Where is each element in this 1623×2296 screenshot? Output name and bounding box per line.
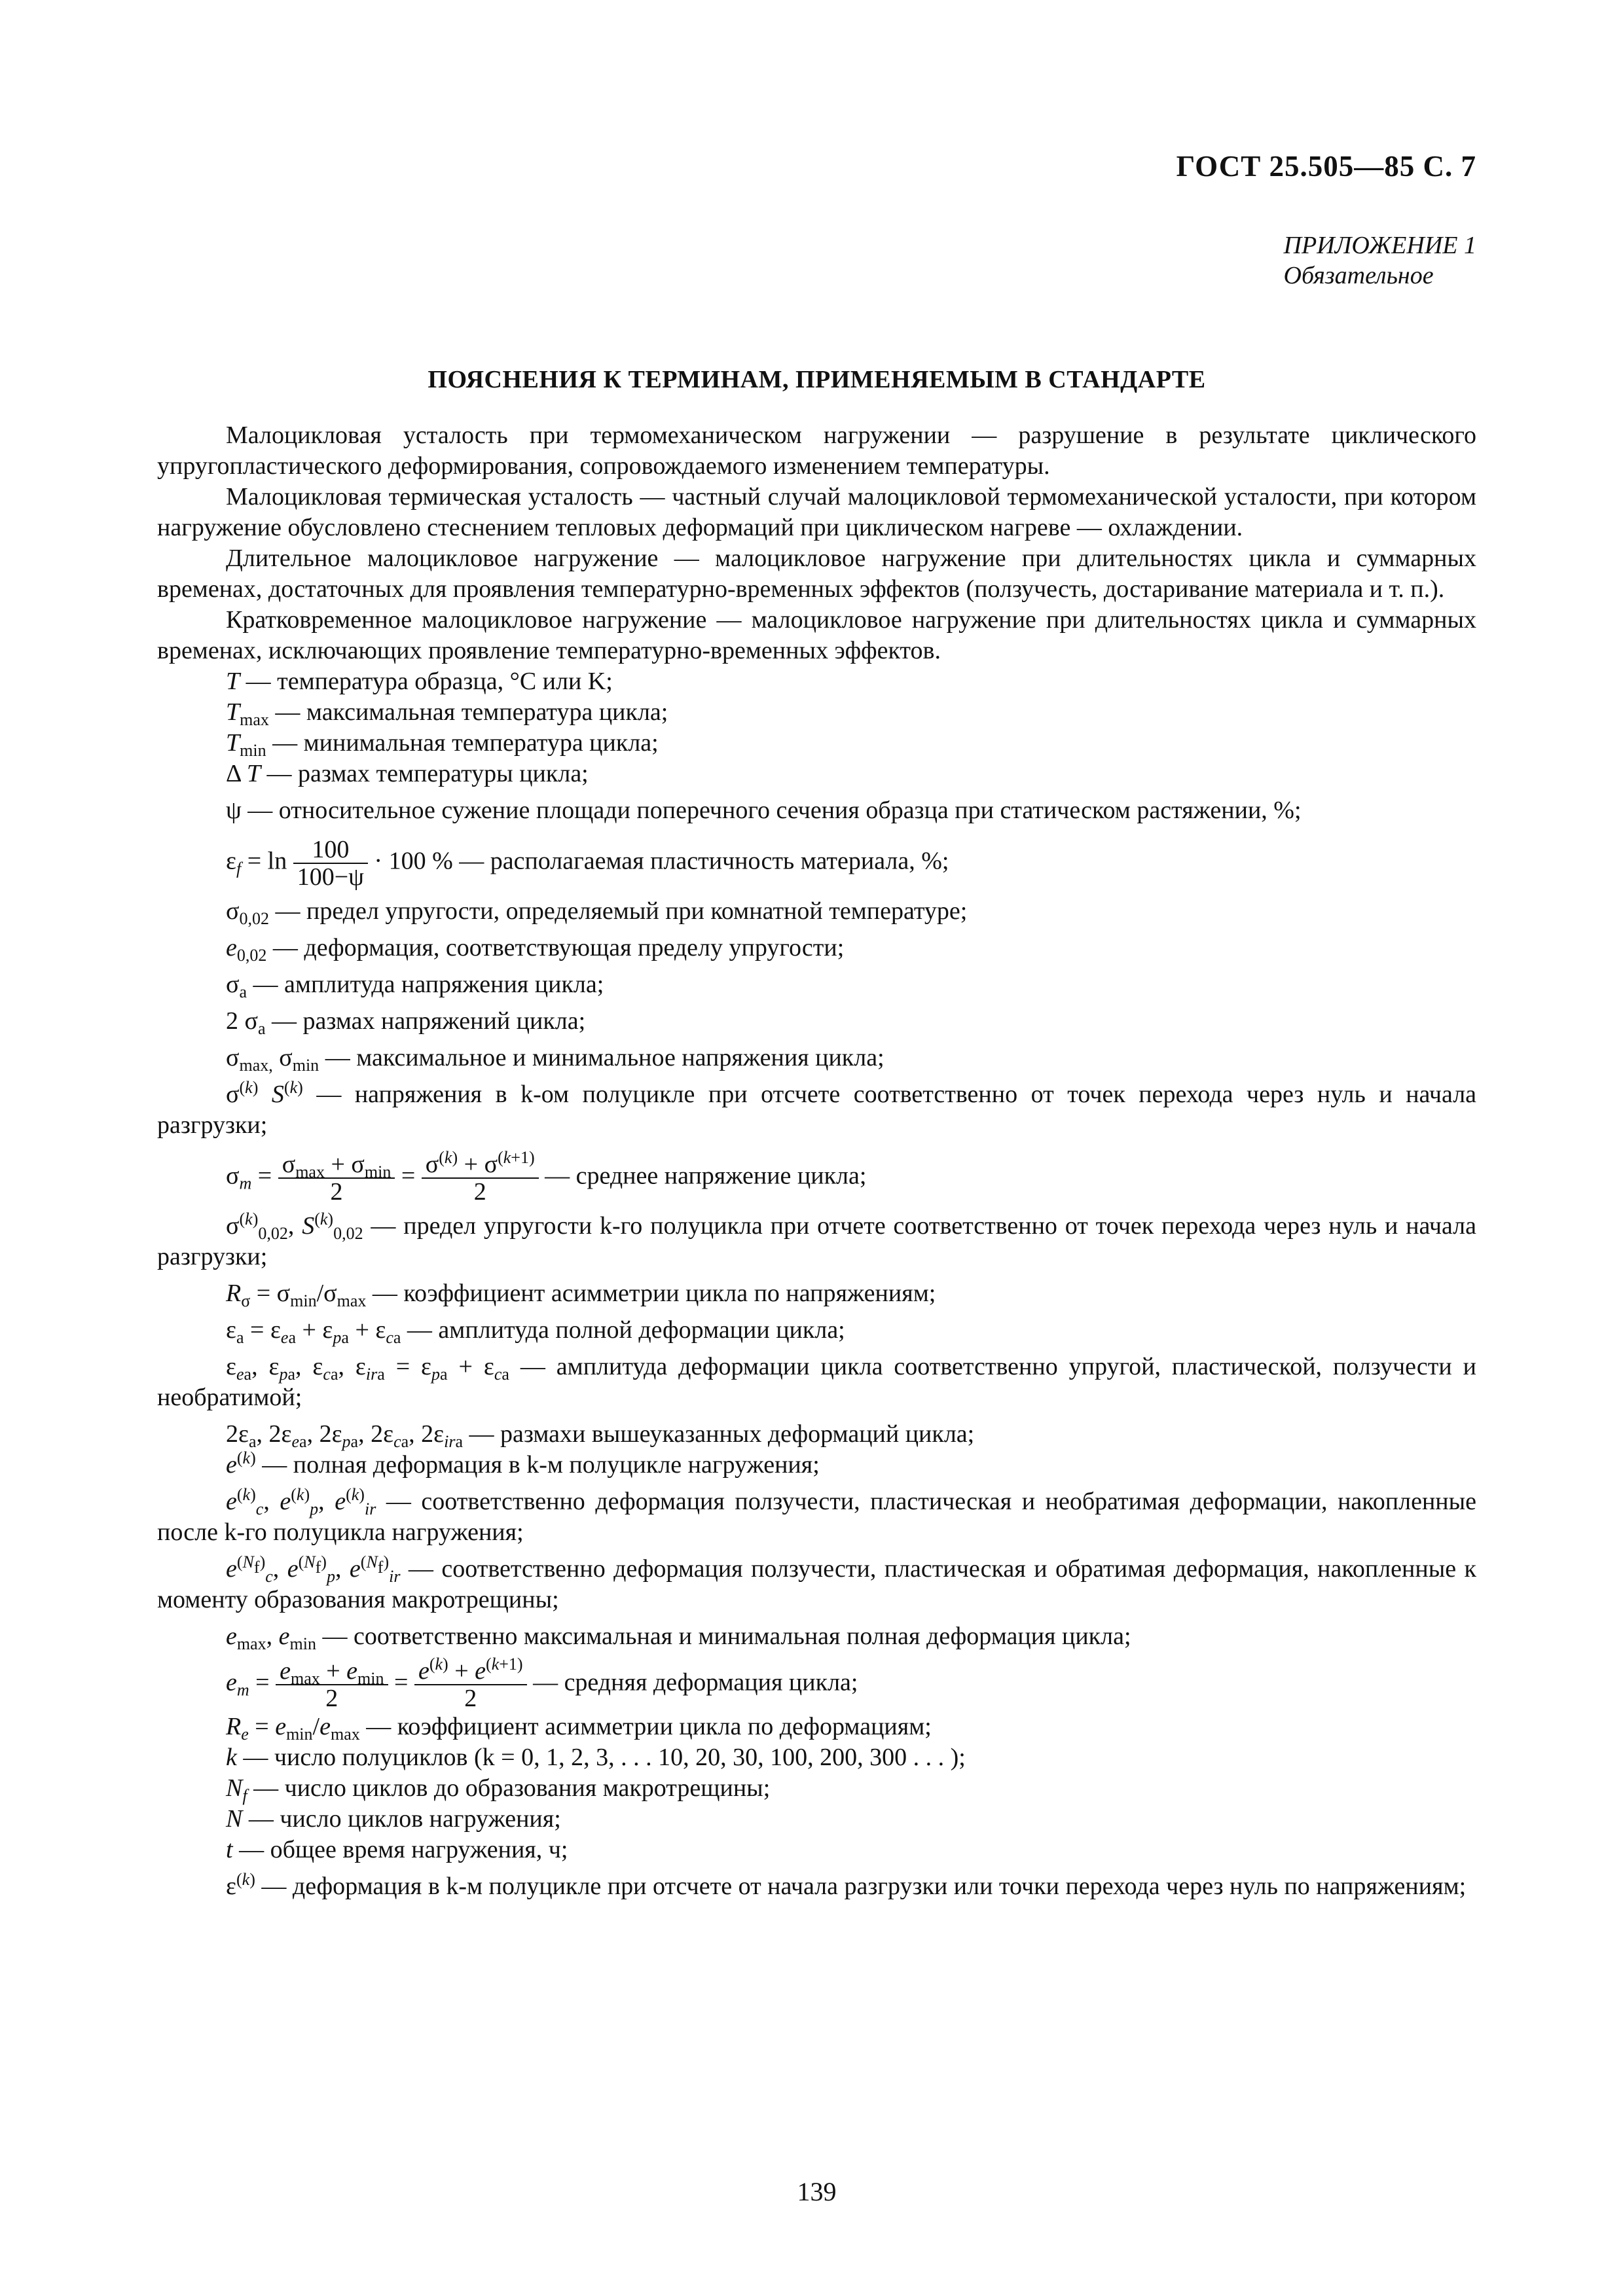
definition-item: $T_{max}$ — максимальная температура цикла;: [226, 698, 668, 729]
definition-item: $R_\sigma = \sigma_{min}/\sigma_{max}$ — коэффициент асимметрии цикла по напряжениям;: [226, 1280, 936, 1310]
definition-item: t — общее время нагружения, ч;: [226, 1836, 568, 1863]
appendix-status: Обязательное: [1283, 262, 1434, 289]
document-header: ГОСТ 25.505—85 С. 7: [1176, 150, 1476, 183]
definition-item: Δ T — размах температуры цикла;: [226, 760, 589, 787]
definition-item: $e^{(N_f)}_c$, $e^{(N_f)}_p$, $e^{(N_f)}_{ir}$ — соответственно деформация ползучести, пластическая и обратимая деформация, накопленные к моменту образования макротрещины;: [157, 1552, 1477, 1613]
formula-fraction: $\frac{e^{(k)} + e^{(k+1)}}{2}$: [414, 1658, 527, 1712]
formula-fraction: $\frac{\sigma^{(k)} + \sigma^{(k+1)}}{2}$: [422, 1151, 539, 1205]
definition-item: $e_{max}$, $e_{min}$ — соответственно максимальная и минимальная полная деформация цикла;: [226, 1623, 1131, 1653]
formula-fraction: $\frac{\sigma_{max} + \sigma_{min}}{2}$: [278, 1151, 395, 1205]
definition-item: $\sigma^{(k)}$ $S^{(k)}$ — напряжения в k-ом полуцикле при отсчете соответственно от точек перехода через нуль и начала разгрузки;: [157, 1078, 1477, 1139]
document-body: [157, 420, 1476, 1902]
appendix-title: ПРИЛОЖЕНИЕ 1: [1283, 232, 1476, 259]
definition-item: $\sigma_m$ = $\frac{\sigma_{max} + \sigma_{min}}{2}$ = $\frac{\sigma^{(k)} + \sigma^{(k+1)}}{2}$ — среднее напряжение цикла;: [226, 1148, 867, 1206]
definition-item: $\varepsilon_{ea}$, $\varepsilon_{pa}$, $\varepsilon_{ca}$, $\varepsilon_{ira} = \varepsilon_{pa} + \varepsilon_{ca}$ — амплитуда деформации цикла соответственно упругой, пластической, ползучести и необратимой;: [157, 1353, 1476, 1411]
definition-item: $\sigma^{(k)}_{0,02}$, $S^{(k)}_{0,02}$ — предел упругости k-го полуцикла при отчете соответственно от точек перехода через нуль и начала разгрузки;: [157, 1210, 1477, 1270]
definition-item: $e^{(k)}$ — полная деформация в k-м полуцикле нагружения;: [226, 1448, 820, 1479]
page-number: 139: [797, 2177, 837, 2206]
section-title: ПОЯСНЕНИЯ К ТЕРМИНАМ, ПРИМЕНЯЕМЫМ В СТАНДАРТЕ: [428, 366, 1206, 393]
definition-item: $e_{0,02}$ — деформация, соответствующая пределу упругости;: [226, 934, 845, 965]
definition-item: $\sigma_{max,}$ $\sigma_{min}$ — максимальное и минимальное напряжения цикла;: [226, 1044, 884, 1075]
definition-item: $R_e = e_{min}/e_{max}$ — коэффициент асимметрии цикла по деформациям;: [226, 1713, 932, 1744]
paragraph: Малоцикловая усталость при термомеханическом нагружении — разрушение в результате циклического упругопластического деформирования, сопровождаемого изменением температуры.: [157, 422, 1476, 480]
appendix-label: [1284, 230, 1476, 291]
formula-fraction: $\frac{e_{max} + e_{min}}{2}$: [276, 1658, 388, 1712]
definition-item: N — число циклов нагружения;: [226, 1805, 561, 1833]
definition-item: $\varepsilon^{(k)}$ — деформация в k-м полуцикле при отсчете от начала разгрузки или точки перехода через нуль по напряжениям;: [226, 1870, 1467, 1900]
paragraph: Длительное малоцикловое нагружение — малоцикловое нагружение при длительностях цикла и суммарных временах, достаточных для проявления температурно-временных эффектов (ползучесть, достаривание материала и т. п.).: [157, 545, 1476, 603]
paragraph: Кратковременное малоцикловое нагружение — малоцикловое нагружение при длительностях цикла и суммарных временах, исключающих проявление температурно-временных эффектов.: [157, 606, 1476, 664]
definition-item: $e_m$ = $\frac{e_{max} + e_{min}}{2}$ = $\frac{e^{(k)} + e^{(k+1)}}{2}$ — средняя деформация цикла;: [226, 1655, 858, 1712]
definition-item: 2 $\sigma_a$ — размах напряжений цикла;: [226, 1007, 586, 1038]
definition-item: $\varepsilon_f = \ln$ $\frac{100}{100-\psi}$ · 100 % — располагаемая пластичность материала, %;: [226, 836, 949, 891]
definition-item: $T_{min}$ — минимальная температура цикла;: [226, 729, 659, 760]
formula-fraction: $\frac{100}{100-\psi}$: [293, 836, 368, 890]
definition-item: $2\varepsilon_a$, $2\varepsilon_{ea}$, $2\varepsilon_{pa}$, $2\varepsilon_{ca}$, $2\varepsilon_{ira}$ — размахи вышеуказанных деформаций цикла;: [226, 1420, 975, 1451]
definition-item: $N_f$ — число циклов до образования макротрещины;: [226, 1774, 771, 1805]
definition-item: T — температура образца, °C или K;: [226, 668, 613, 695]
definition-item: k — число полуциклов (k = 0, 1, 2, 3, . . . 10, 20, 30, 100, 200, 300 . . . );: [226, 1744, 966, 1771]
definition-item: $\varepsilon_a = \varepsilon_{ea} + \varepsilon_{pa} + \varepsilon_{ca}$ — амплитуда полной деформации цикла;: [226, 1316, 845, 1347]
definition-item: $\sigma_a$ — амплитуда напряжения цикла;: [226, 971, 604, 1001]
paragraph: Малоцикловая термическая усталость — частный случай малоцикловой термомеханической усталости, при котором нагружение обусловлено стеснением тепловых деформаций при циклическом нагреве — охлаждении.: [157, 483, 1476, 541]
definition-item: $e^{(k)}_c$, $e^{(k)}_p$, $e^{(k)}_{ir}$ — соответственно деформация ползучести, пластическая и необратимая деформации, накопленные после k-го полуцикла нагружения;: [157, 1485, 1477, 1546]
definition-item: ψ — относительное сужение площади поперечного сечения образца при статическом растяжении, %;: [226, 797, 1302, 824]
definition-item: $\sigma_{0,02}$ — предел упругости, определяемый при комнатной температуре;: [226, 897, 968, 928]
